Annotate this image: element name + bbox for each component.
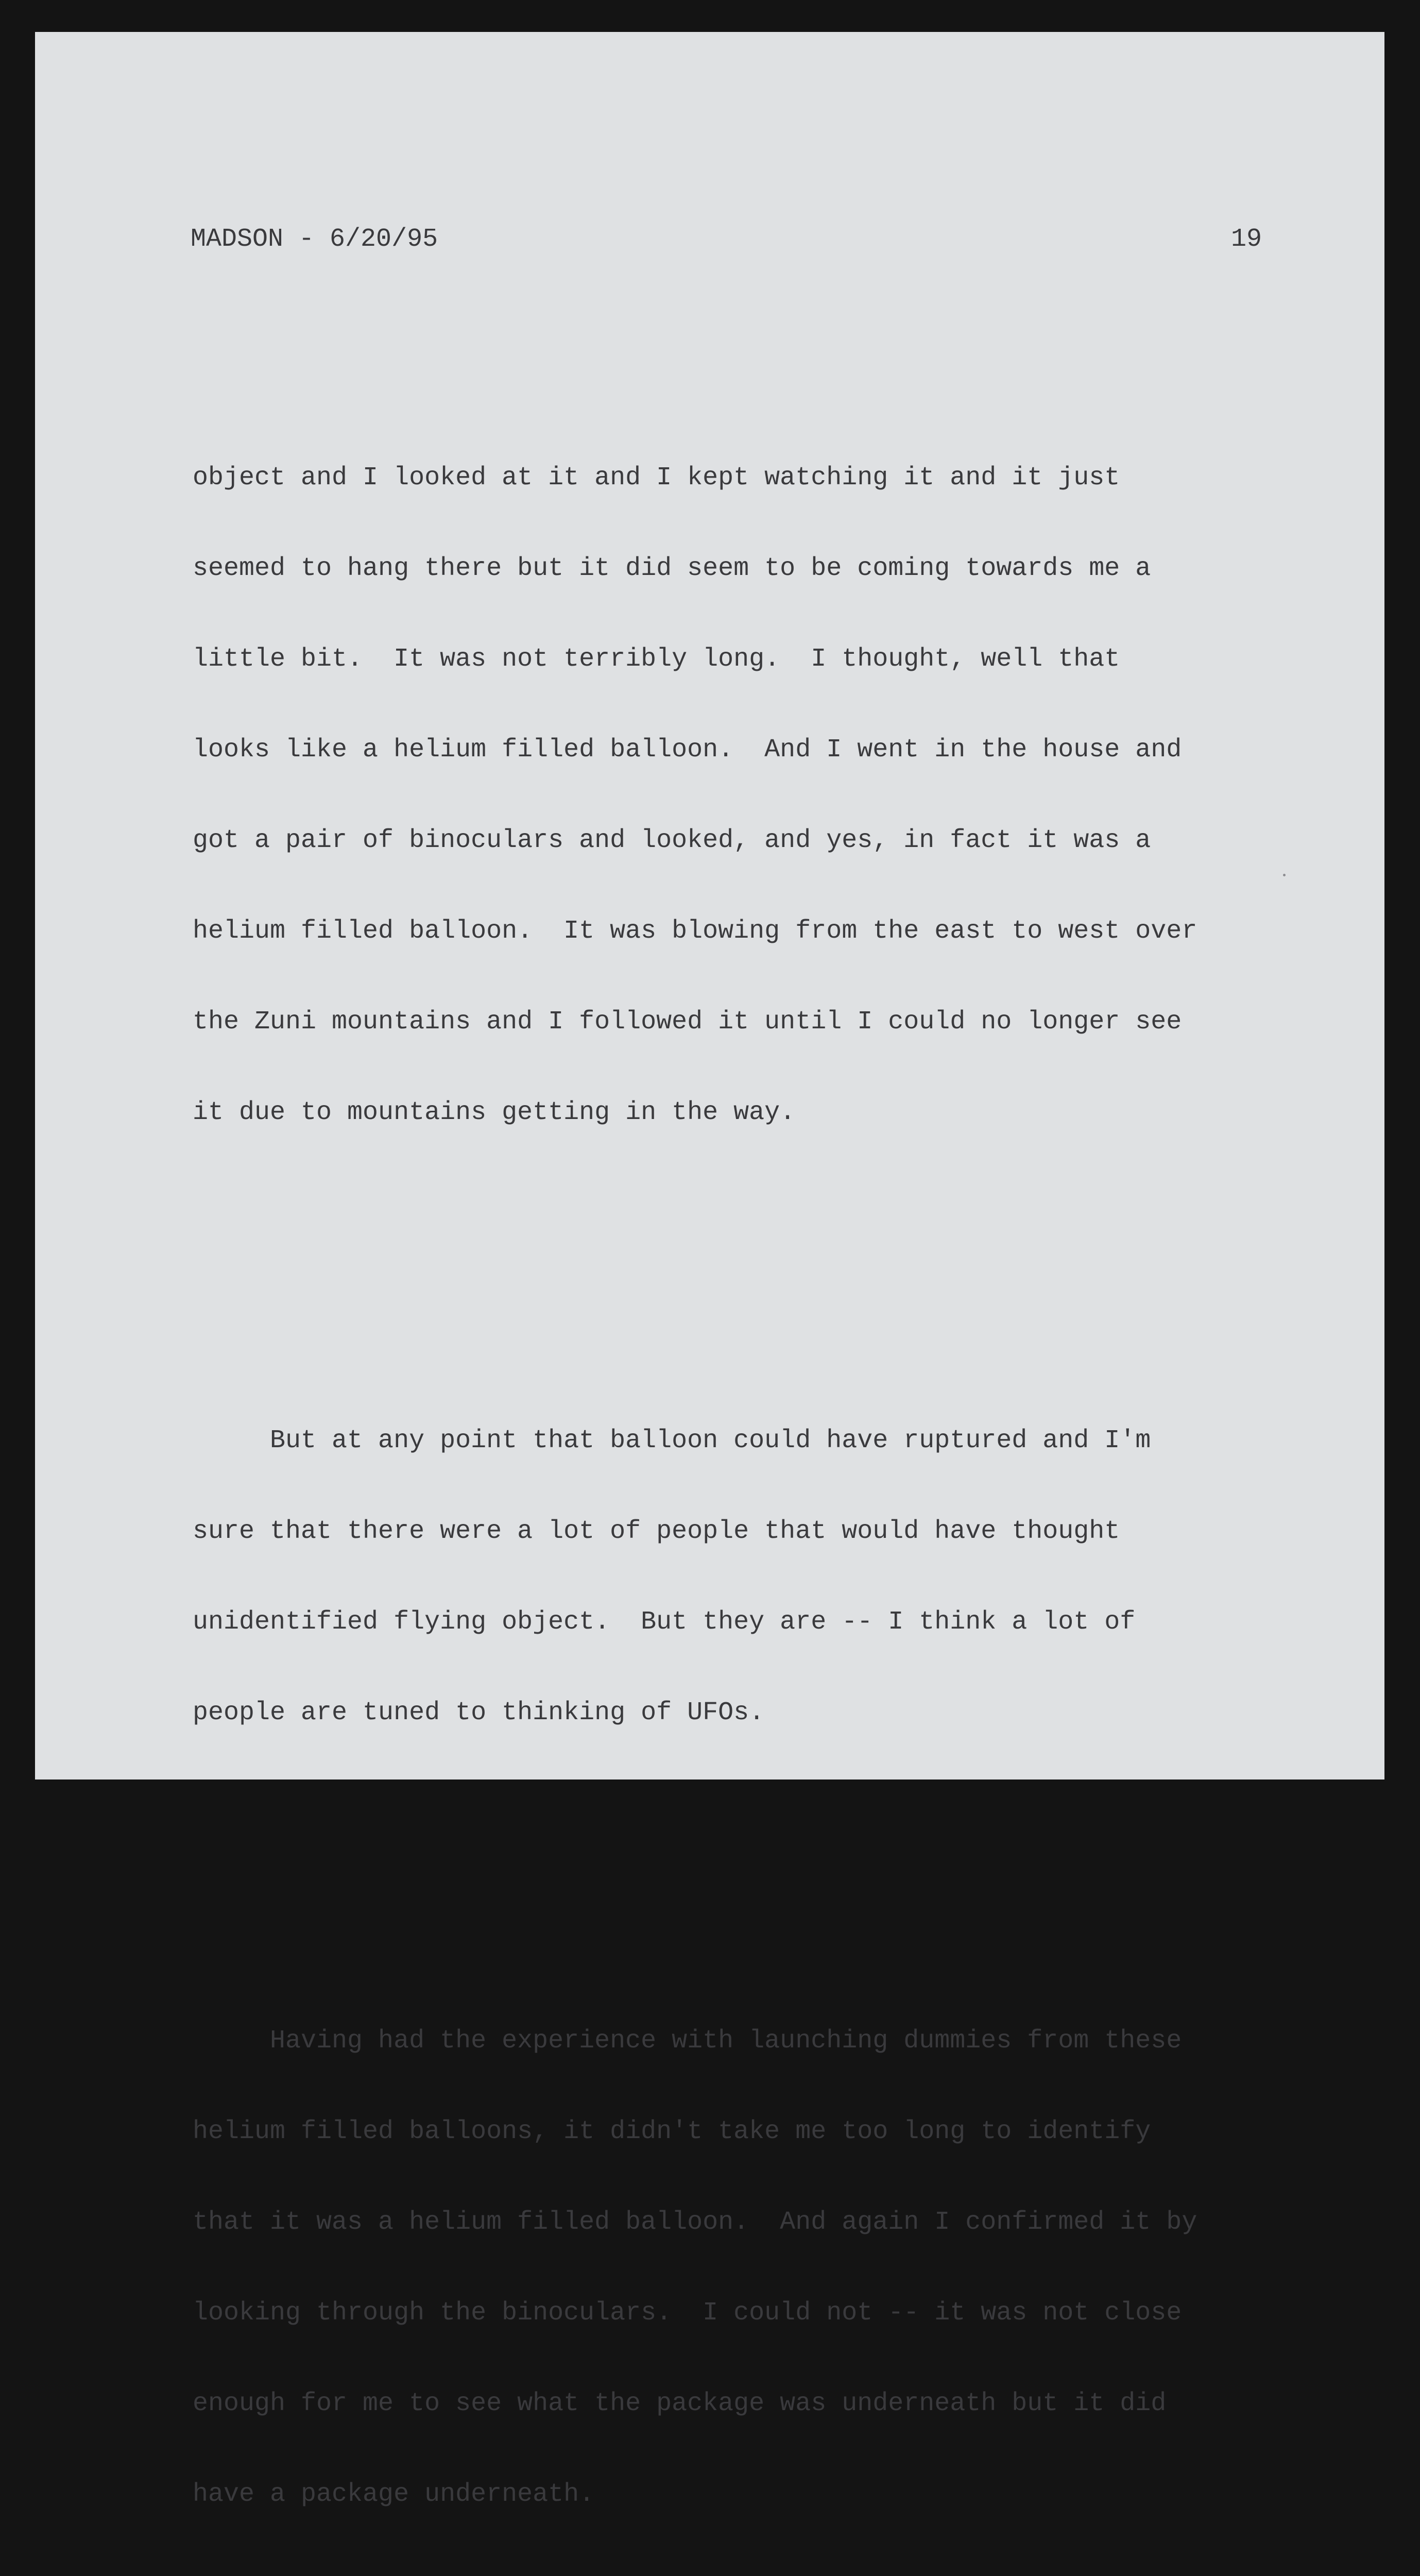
text-line: sure that there were a lot of people that would have thought xyxy=(193,1517,1120,1546)
text-line: looks like a helium filled balloon. And I went in the house and xyxy=(193,735,1182,765)
text-line: got a pair of binoculars and looked, and yes, in fact it was a xyxy=(193,826,1151,855)
scan-speck xyxy=(1283,874,1286,876)
text-line: have a package underneath. xyxy=(193,2480,595,2509)
text-line: it due to mountains getting in the way. xyxy=(193,1098,796,1127)
header-title: MADSON - 6/20/95 xyxy=(191,225,438,254)
paragraph-gap xyxy=(193,1246,1274,1278)
text-line: the Zuni mountains and I followed it until I could no longer see xyxy=(193,1007,1182,1037)
text-line: object and I looked at it and I kept watching it and it just xyxy=(193,463,1120,493)
text-line: Having had the experience with launching dummies from these xyxy=(193,2026,1182,2056)
page-header xyxy=(191,222,1262,258)
paragraph xyxy=(193,1967,1274,2569)
paragraph xyxy=(193,1366,1274,1788)
text-line: little bit. It was not terribly long. I thought, well that xyxy=(193,645,1120,674)
text-line: looking through the binoculars. I could not -- it was not close xyxy=(193,2298,1182,2328)
text-line: people are tuned to thinking of UFOs. xyxy=(193,1698,765,1727)
document-page xyxy=(35,32,1384,2509)
text-line: helium filled balloon. It was blowing from the east to west over xyxy=(193,917,1197,946)
text-line: seemed to hang there but it did seem to be coming towards me a xyxy=(193,554,1151,583)
paragraph xyxy=(193,403,1274,1188)
text-line: helium filled balloons, it didn't take me too long to identify xyxy=(193,2117,1151,2146)
paragraph-gap xyxy=(193,1846,1274,1878)
text-line: enough for me to see what the package was underneath but it did xyxy=(193,2389,1167,2418)
text-line: But at any point that balloon could have ruptured and I'm xyxy=(193,1426,1151,1455)
text-line: that it was a helium filled balloon. And again I confirmed it by xyxy=(193,2208,1197,2237)
transcript-body xyxy=(193,315,1274,2576)
page-number: 19 xyxy=(1230,225,1262,254)
text-line: unidentified flying object. But they are -- I think a lot of xyxy=(193,1607,1136,1637)
